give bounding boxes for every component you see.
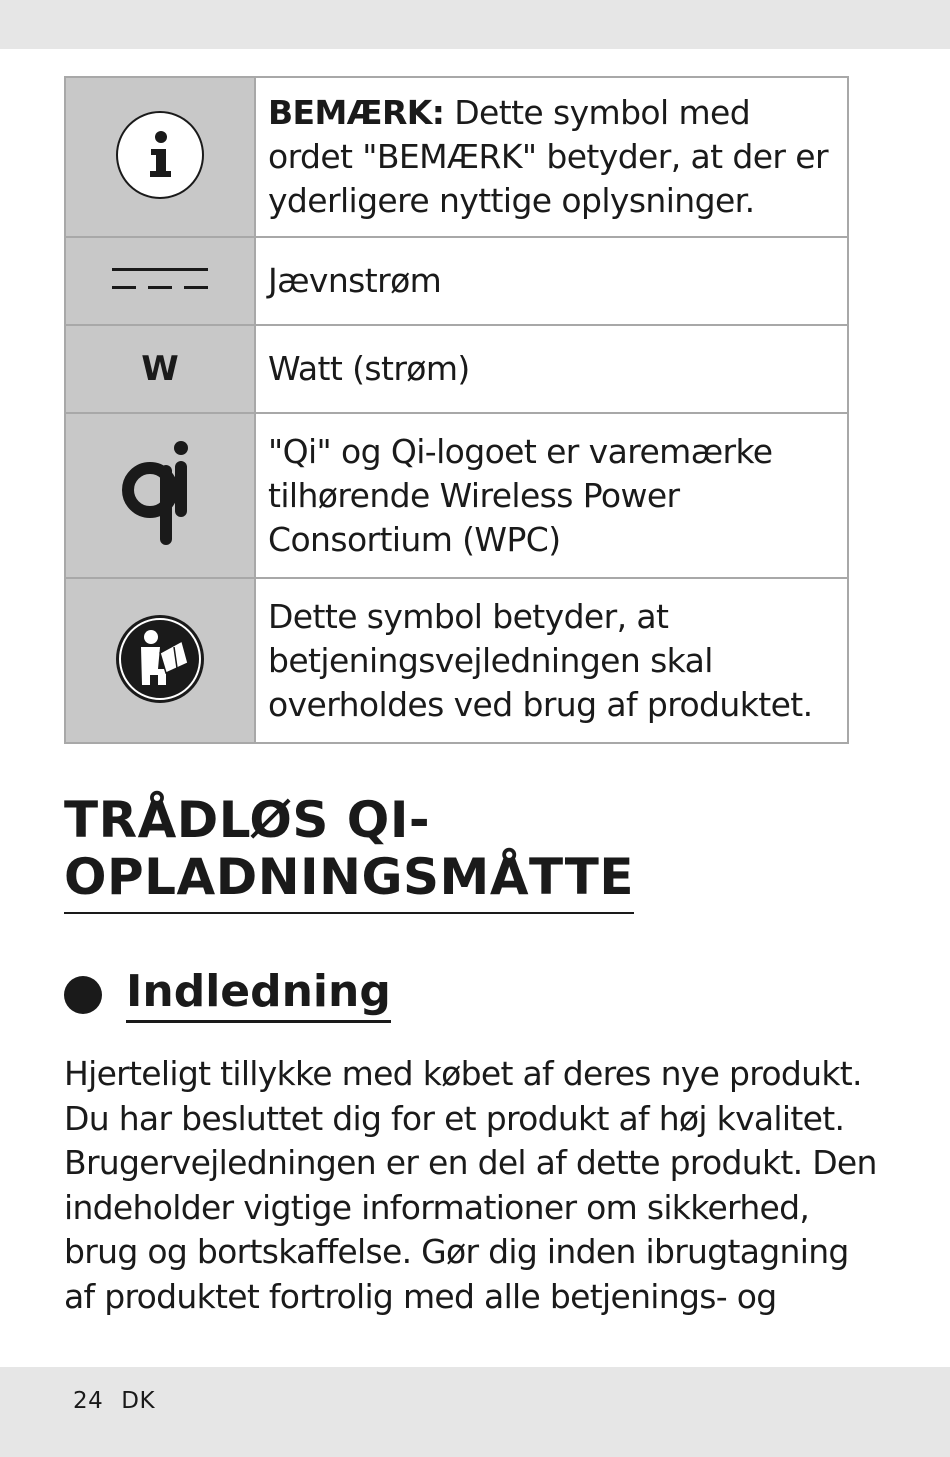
symbol-description — [255, 578, 848, 743]
text-line: "Qi" og Qi-logoet er varemærke — [268, 431, 773, 471]
text-line: Jævnstrøm — [268, 261, 442, 300]
symbol-description — [255, 237, 848, 325]
info-icon — [114, 109, 206, 201]
text-line: betjeningsvejledningen skal — [268, 640, 713, 680]
symbol-row-manual — [65, 578, 848, 743]
language-code: DK — [121, 1388, 156, 1414]
symbol-row-watt — [65, 325, 848, 413]
symbol-cell — [65, 578, 255, 743]
symbol-row-dc — [65, 237, 848, 325]
body-line: Hjerteligt tillykke med købet af deres nye produkt. — [64, 1054, 862, 1093]
symbol-row-qi — [65, 413, 848, 578]
text-line: Watt (strøm) — [268, 349, 470, 388]
text-line: overholdes ved brug af produktet. — [268, 684, 813, 724]
note-label: BEMÆRK: — [268, 93, 445, 132]
page-title — [64, 792, 634, 914]
bullet-icon — [64, 976, 102, 1014]
text-line: Dette symbol betyder, at — [268, 596, 669, 636]
symbol-row-note — [65, 77, 848, 237]
text-line: Dette symbol med — [444, 93, 751, 132]
qi-logo-icon — [120, 439, 200, 549]
section-title: Indledning — [126, 966, 391, 1023]
symbol-description — [255, 325, 848, 413]
symbol-cell — [65, 237, 255, 325]
body-line: af produktet fortrolig med alle betjenings- og — [64, 1276, 777, 1316]
read-manual-icon — [114, 613, 206, 705]
symbol-cell — [65, 413, 255, 578]
text-line: Consortium (WPC) — [268, 519, 561, 559]
body-line: indeholder vigtige informationer om sikkerhed, — [64, 1187, 810, 1227]
body-line: Du har besluttet dig for et produkt af høj kvalitet. — [64, 1098, 845, 1138]
title-line: TRÅDLØS QI- — [64, 791, 431, 849]
text-line: tilhørende Wireless Power — [268, 475, 680, 515]
symbol-description — [255, 413, 848, 578]
text-line: yderligere nyttige oplysninger. — [268, 181, 755, 220]
body-paragraph — [64, 1052, 877, 1319]
body-line: brug og bortskaffelse. Gør dig inden ibrugtagning — [64, 1232, 849, 1271]
watt-symbol: W — [141, 349, 179, 389]
title-line: OPLADNINGSMÅTTE — [64, 848, 635, 906]
symbol-table — [64, 76, 849, 744]
page-footer — [73, 1388, 173, 1414]
page-number: 24 — [73, 1388, 104, 1414]
symbol-cell — [65, 325, 255, 413]
top-band — [0, 0, 950, 49]
direct-current-icon — [110, 264, 210, 294]
section-heading — [64, 966, 391, 1023]
symbol-cell — [65, 77, 255, 237]
symbol-description — [255, 77, 848, 237]
body-line: Brugervejledningen er en del af dette produkt. Den — [64, 1143, 877, 1182]
text-line: ordet "BEMÆRK" betyder, at der er — [268, 137, 828, 176]
